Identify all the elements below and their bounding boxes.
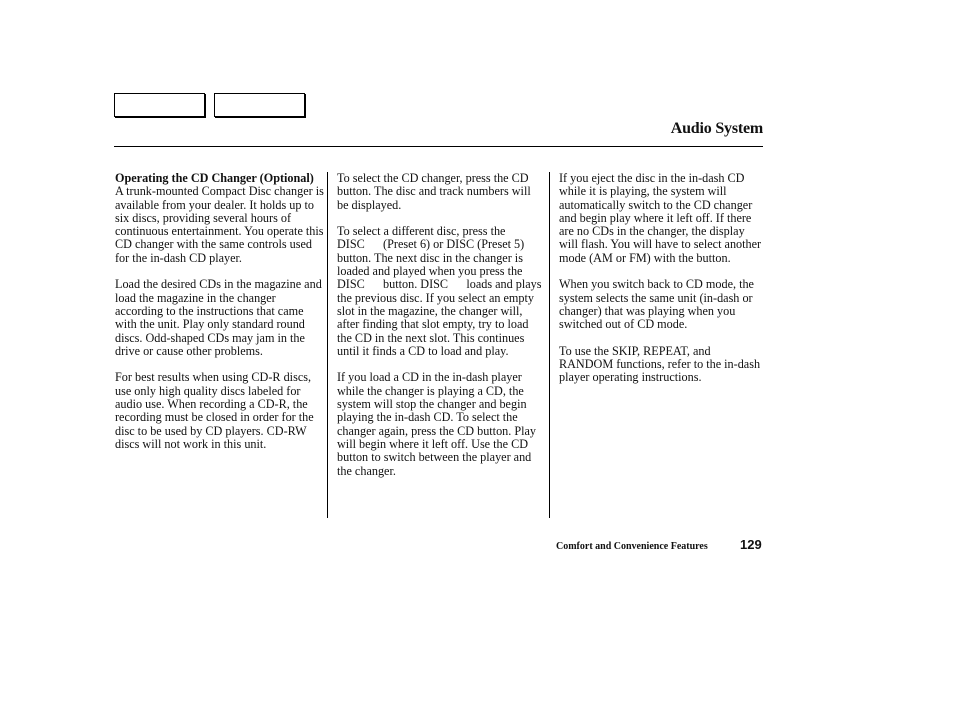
text-column-1 (115, 172, 325, 465)
paragraph: If you eject the disc in the in-dash CD while it is playing, the system will automatically switch to the CD changer and begin play where it left off. If there are no CDs in the changer, the display will flash. You will have to select another mode (AM or FM) with the button. (559, 171, 762, 265)
paragraph: For best results when using CD-R discs, use only high quality discs labeled for audio use. When recording a CD-R, the recording must be closed in order for the disc to be used by CD players. CD-RW discs will not work in this unit. (115, 370, 314, 451)
section-heading: Operating the CD Changer (Optional) (115, 171, 314, 185)
column-divider (327, 172, 328, 518)
paragraph: A trunk-mounted Compact Disc changer is available from your dealer. It holds up to six discs, providing several hours of continuous entertainment. You operate this CD changer with the same controls used for the in-dash CD player. (115, 184, 324, 265)
nav-button-next[interactable] (214, 93, 305, 117)
paragraph: Load the desired CDs in the magazine and load the magazine in the changer according to the instructions that came with the unit. Play only standard round discs. Odd-shaped CDs may jam in the drive or cause other problems. (115, 277, 322, 358)
nav-button-previous[interactable] (114, 93, 205, 117)
page-number: 129 (740, 537, 762, 552)
paragraph: When you switch back to CD mode, the system selects the same unit (in-dash or changer) that was playing when you switched out of CD mode. (559, 277, 754, 332)
title-divider (114, 146, 763, 147)
column-divider (549, 172, 550, 518)
paragraph: To select the CD changer, press the CD button. The disc and track numbers will be displayed. (337, 171, 531, 212)
page-title: Audio System (670, 120, 763, 137)
footer-section-label: Comfort and Convenience Features (556, 541, 708, 552)
paragraph: If you load a CD in the in-dash player while the changer is playing a CD, the system will stop the changer and begin playing the in-dash CD. To select the changer again, press the CD button. Play will begin where it left off. Use the CD button to switch between the player and the changer. (337, 370, 537, 478)
text-column-3 (559, 172, 764, 398)
paragraph: To select a different disc, press the DISC (Preset 6) or DISC (Preset 5) button. The next disc in the changer is loaded and played when you press the DISC button. DISC loads and plays the previous disc. If you select an empty slot in the magazine, the changer will, after finding that slot empty, try to load the CD in the next slot. This continues until it finds a CD to load and play. (337, 224, 542, 358)
text-column-2 (337, 172, 545, 491)
paragraph: To use the SKIP, REPEAT, and RANDOM functions, refer to the in-dash player operating instructions. (559, 343, 761, 385)
